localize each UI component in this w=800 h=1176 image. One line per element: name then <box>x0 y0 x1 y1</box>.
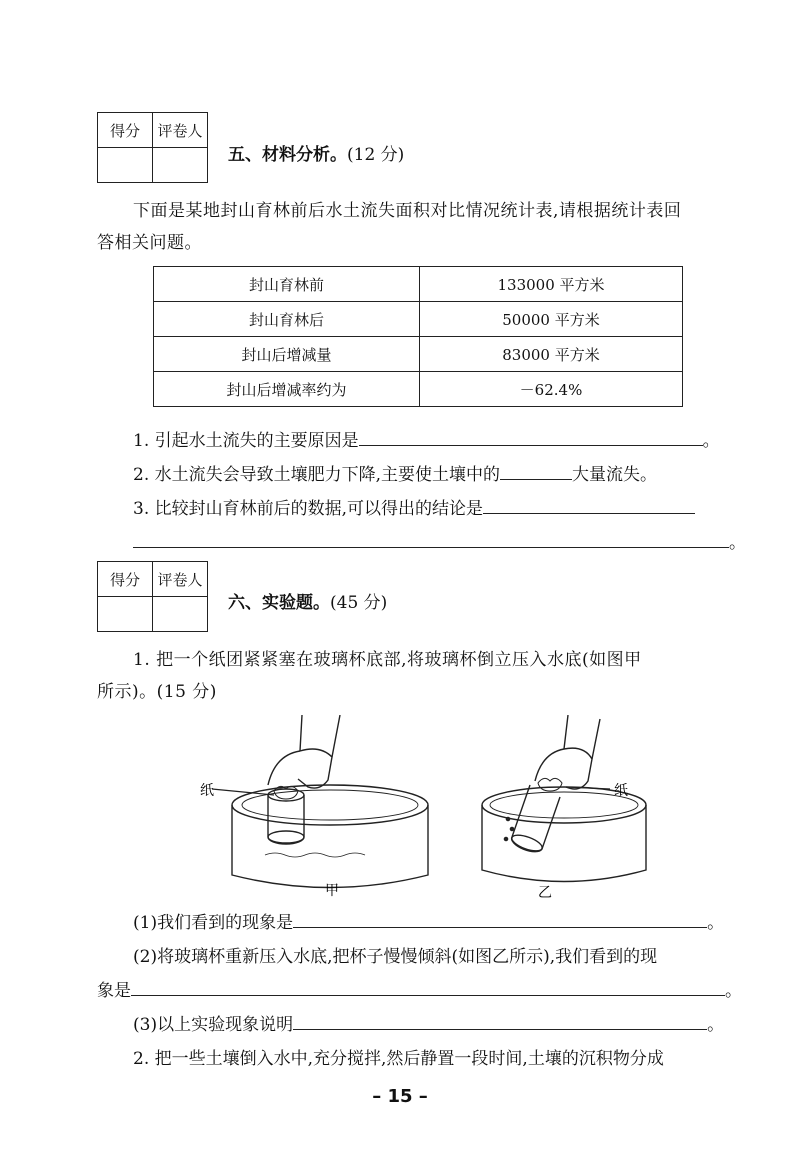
answer-blank[interactable] <box>293 1011 707 1030</box>
section5-points: (12 分) <box>347 145 405 165</box>
answer-blank[interactable] <box>500 461 572 480</box>
grader-label: 评卷人 <box>153 113 208 148</box>
section5-heading <box>228 140 404 165</box>
grader-label: 评卷人 <box>153 562 208 597</box>
score-cell[interactable] <box>98 597 153 632</box>
answer-blank[interactable] <box>133 529 729 548</box>
row-value: 50000 平方米 <box>420 302 683 337</box>
page-number: – 15 – <box>372 1086 428 1107</box>
section6-title: 六、实验题。 <box>228 593 330 613</box>
section6-sub2-line2: 象是 。 <box>97 976 742 1001</box>
section6-sub1: (1)我们看到的现象是 。 <box>133 908 724 933</box>
score-box-section5 <box>97 112 208 183</box>
section5-question3-cont: 。 <box>133 528 746 553</box>
grader-cell[interactable] <box>153 597 208 632</box>
row-label: 封山育林后 <box>154 302 420 337</box>
score-box-section6 <box>97 561 208 632</box>
table-row <box>154 337 683 372</box>
row-label: 封山育林前 <box>154 267 420 302</box>
section5-question3: 3. 比较封山育林前后的数据,可以得出的结论是 <box>133 494 695 519</box>
table-row <box>154 372 683 407</box>
label-paper-right: 纸 <box>614 783 628 799</box>
section6-heading <box>228 588 387 613</box>
label-paper-left: 纸 <box>200 783 214 799</box>
section5-question1: 1. 引起水土流失的主要原因是 。 <box>133 426 720 451</box>
row-label: 封山后增减量 <box>154 337 420 372</box>
row-value: 83000 平方米 <box>420 337 683 372</box>
table-row <box>154 267 683 302</box>
answer-blank[interactable] <box>293 909 707 928</box>
section6-q1-line1: 1. 把一个纸团紧紧塞在玻璃杯底部,将玻璃杯倒立压入水底(如图甲 <box>133 650 642 670</box>
section6-q1-line2: 所示)。(15 分) <box>97 682 217 702</box>
section5-intro-line2: 答相关问题。 <box>97 233 202 253</box>
caption-yi: 乙 <box>538 885 552 901</box>
row-value: －62.4% <box>420 372 683 407</box>
table-row <box>154 302 683 337</box>
section6-sub2-line1: (2)将玻璃杯重新压入水底,把杯子慢慢倾斜(如图乙所示),我们看到的现 <box>133 947 658 967</box>
row-label: 封山后增减率约为 <box>154 372 420 407</box>
caption-jia: 甲 <box>325 883 339 899</box>
section6-q2-line1: 2. 把一些土壤倒入水中,充分搅拌,然后静置一段时间,土壤的沉积物分成 <box>133 1049 664 1069</box>
score-label: 得分 <box>98 113 153 148</box>
section6-points: (45 分) <box>330 593 388 613</box>
score-cell[interactable] <box>98 148 153 183</box>
figure-jia <box>212 715 428 888</box>
answer-blank[interactable] <box>359 427 703 446</box>
section5-title: 五、材料分析。 <box>228 145 347 165</box>
grader-cell[interactable] <box>153 148 208 183</box>
section6-sub3: (3)以上实验现象说明 。 <box>133 1010 724 1035</box>
answer-blank[interactable] <box>131 977 725 996</box>
experiment-figure <box>190 715 650 905</box>
answer-blank[interactable] <box>483 495 695 514</box>
row-value: 133000 平方米 <box>420 267 683 302</box>
soil-loss-table <box>153 266 683 407</box>
section5-question2: 2. 水土流失会导致土壤肥力下降,主要使土壤中的 大量流失。 <box>133 460 657 485</box>
section5-intro-line1: 下面是某地封山育林前后水土流失面积对比情况统计表,请根据统计表回 <box>133 201 682 221</box>
score-label: 得分 <box>98 562 153 597</box>
